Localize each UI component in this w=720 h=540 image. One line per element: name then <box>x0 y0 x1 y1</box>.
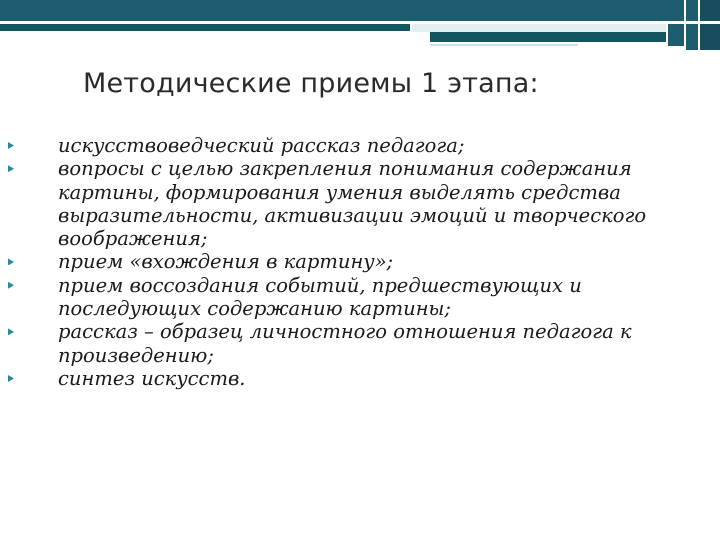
bullet-text: рассказ – образец личностного отношения педагога к произведению; <box>58 320 632 367</box>
decorative-block <box>686 24 698 50</box>
bullet-item <box>8 367 648 390</box>
bullet-marker-icon <box>8 328 14 335</box>
bullet-marker-icon <box>8 375 14 382</box>
bullet-text: искусствоведческий рассказ педагога; <box>58 134 465 157</box>
bullet-marker-icon <box>8 282 14 289</box>
bullet-list <box>8 134 648 390</box>
header-band-segment <box>686 0 698 21</box>
decorative-block <box>668 24 684 46</box>
decorative-block <box>700 24 720 50</box>
bullet-marker-icon <box>8 258 14 265</box>
decorative-strip <box>0 24 410 31</box>
bullet-marker-icon <box>8 142 14 149</box>
slide-title: Методические приемы 1 этапа: <box>83 68 539 99</box>
decorative-strip-light <box>412 24 666 32</box>
bullet-item <box>8 274 648 321</box>
header-band-segment <box>700 0 720 21</box>
bullet-text: синтез искусств. <box>58 366 246 390</box>
bullet-item <box>8 157 648 250</box>
bullet-text: вопросы с целью закрепления понимания содержания картины, формирования умения выделять средства выразительности, активизации эмоций и творческого воображения; <box>58 157 647 251</box>
bullet-item <box>8 320 648 367</box>
bullet-text: прием воссоздания событий, предшествующих и последующих содержанию картины; <box>58 273 582 321</box>
bullet-item <box>8 250 648 273</box>
decorative-line <box>430 44 578 46</box>
bullet-text: прием «вхождения в картину»; <box>58 250 394 274</box>
header-band <box>0 0 684 21</box>
decorative-strip <box>430 32 666 42</box>
bullet-marker-icon <box>8 165 14 172</box>
bullet-item <box>8 134 648 157</box>
